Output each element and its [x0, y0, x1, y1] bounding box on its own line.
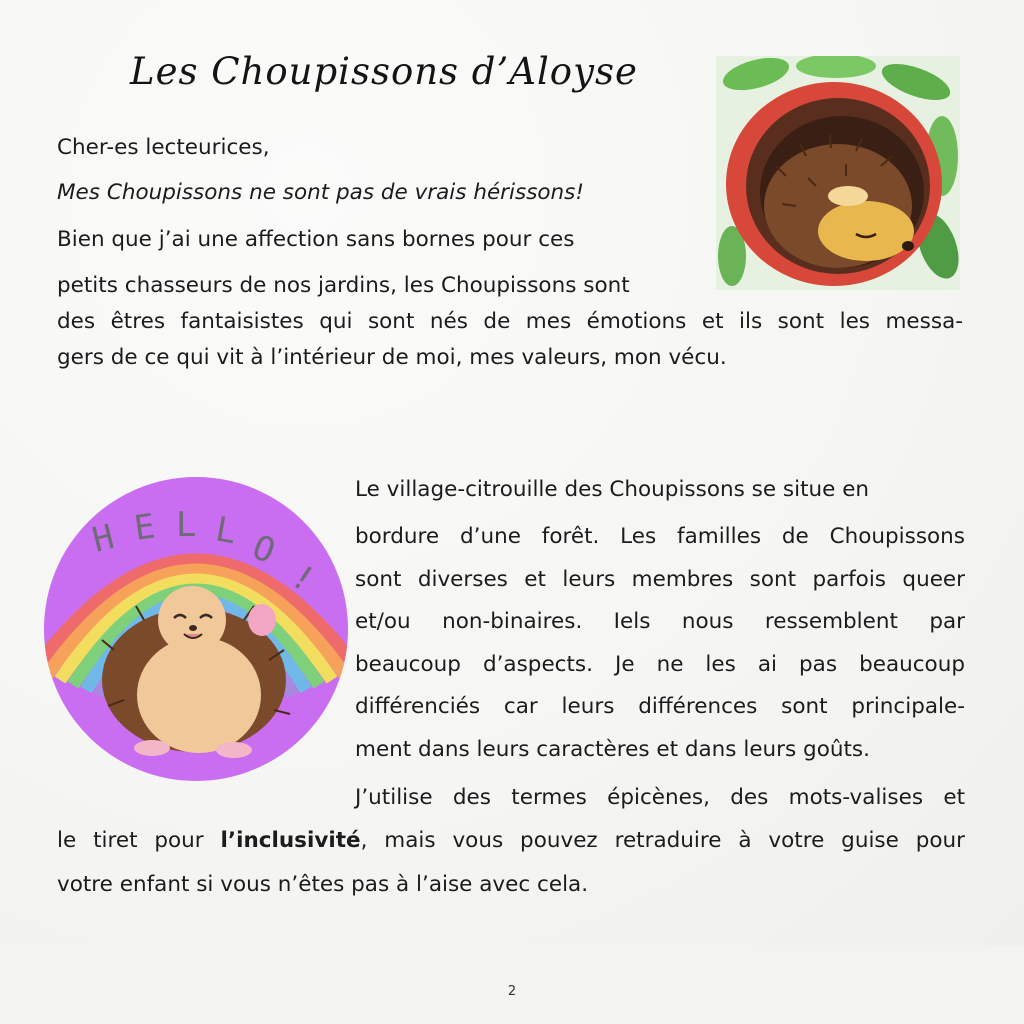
paragraph2-line6: différenciés car leurs différences sont principale-: [355, 694, 965, 719]
svg-text:L: L: [176, 505, 197, 545]
paragraph3-line3: votre enfant si vous n’êtes pas à l’aise avec cela.: [57, 872, 589, 897]
greeting-text: Cher-es lecteurices,: [57, 135, 270, 160]
paragraph2-line3: sont diverses et leurs membres sont parfois queer: [355, 567, 965, 592]
svg-text:L: L: [212, 509, 240, 553]
sleeping-hedgehog-icon: [716, 56, 960, 290]
paragraph2-line2: bordure d’une forêt. Les familles de Choupissons: [355, 524, 965, 549]
paragraph2-line1: Le village-citrouille des Choupissons se situe en: [355, 477, 870, 502]
paragraph3-line1: J’utilise des termes épicènes, des mots-valises et: [355, 785, 965, 810]
svg-text:H: H: [88, 516, 119, 561]
paragraph2-line4: et/ou non-binaires. Iels nous ressemblent par: [355, 609, 965, 634]
sleeping-hedgehog-illustration: [716, 56, 960, 290]
intro-italic-text: Mes Choupissons ne sont pas de vrais hérissons!: [57, 180, 584, 205]
svg-text:E: E: [131, 506, 158, 549]
waving-hedgehog-icon: [44, 470, 348, 788]
hello-hedgehog-illustration: [44, 470, 348, 788]
paragraph1-line3: des êtres fantaisistes qui sont nés de mes émotions et ils sont les messa-: [57, 309, 963, 334]
paragraph1-line4: gers de ce qui vit à l’intérieur de moi, mes valeurs, mon vécu.: [57, 345, 727, 370]
paragraph2-line7: ment dans leurs caractères et dans leurs goûts.: [355, 737, 870, 762]
paragraph3-line2-post: , mais vous pouvez retraduire à votre guise pour: [360, 828, 965, 853]
svg-text:!: !: [282, 556, 323, 601]
paragraph3-line2-pre: le tiret pour: [57, 828, 221, 853]
svg-text:O: O: [246, 527, 281, 573]
page-title: Les Choupissons d’Aloyse: [130, 50, 638, 93]
paragraph3-line2: [57, 828, 965, 853]
paragraph1-line2: petits chasseurs de nos jardins, les Choupissons sont: [57, 273, 630, 298]
paragraph1-line1: Bien que j’ai une affection sans bornes pour ces: [57, 227, 575, 252]
page-number: 2: [507, 984, 517, 999]
paragraph2-line5: beaucoup d’aspects. Je ne les ai pas beaucoup: [355, 652, 965, 677]
inclusivite-bold-text: l’inclusivité: [220, 828, 361, 853]
